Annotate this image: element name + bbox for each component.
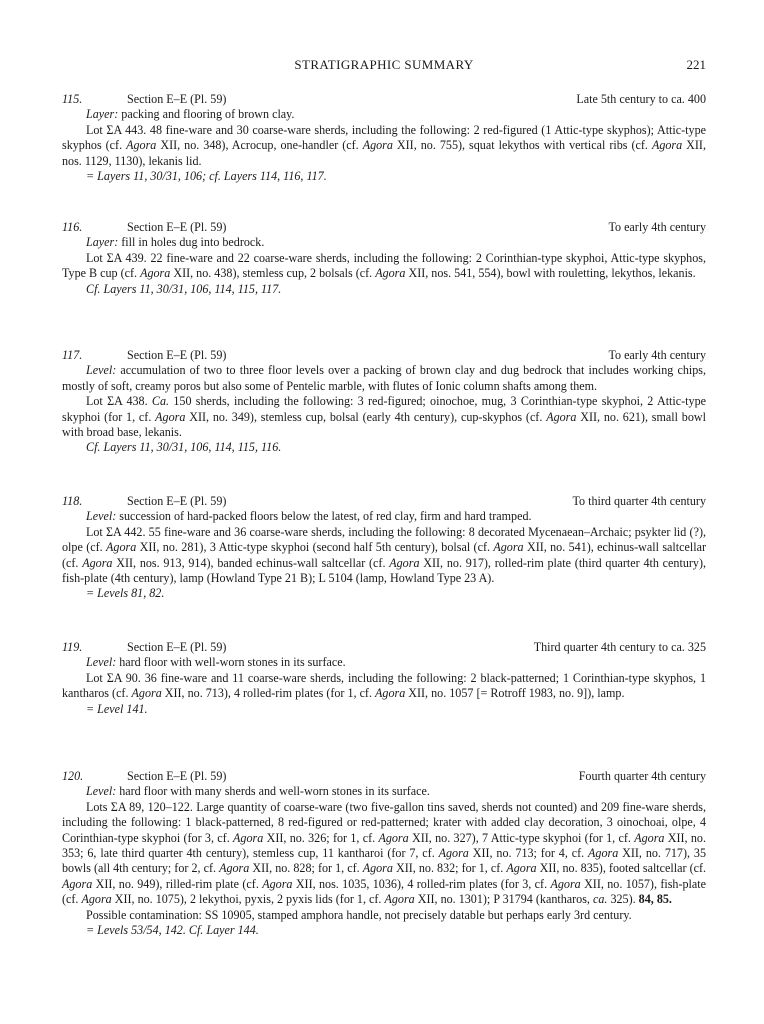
- entry-date: Late 5th century to ca. 400: [576, 92, 706, 106]
- entry-cross-reference: Cf. Layers 11, 30/31, 106, 114, 115, 116.: [86, 440, 282, 455]
- entry-lot: Lot ΣA 443. 48 fine-ware and 30 coarse-ware sherds, including the following: 2 red-figured (1 Attic-type skyphos); Attic-type skyphos (cf. Agora XII, no. 348), Acrocup, one-handler (cf. Agora XII, no. 755), squat lekythos with vertical ribs (cf. Agora XII, nos. 1129, 1130), lekanis lid.: [62, 122, 706, 168]
- entry-section: Section E–E (Pl. 59): [127, 220, 227, 234]
- entry-level-desc: Level: hard floor with well-worn stones in its surface.: [86, 655, 346, 670]
- entry-section: Section E–E (Pl. 59): [127, 640, 227, 654]
- entry-headline: [62, 92, 706, 107]
- entry-date: Fourth quarter 4th century: [578, 769, 706, 783]
- entry-lot: Lot ΣA 442. 55 fine-ware and 36 coarse-ware sherds, including the following: 8 decorated Mycenaean–Archaic; psykter lid (?), olpe (cf. Agora XII, no. 281), 3 Attic-type skyphoi (second half 5th century), bolsal (cf. Agora XII, no. 541), echinus-wall saltcellar (cf. Agora XII, nos. 913, 914), banded echinus-wall saltcellar (cf. Agora XII, no. 917), rolled-rim plate (third quarter 4th century), fish-plate (4th century), lamp (Howland Type 21 B); L 5104 (lamp, Howland Type 23 A).: [62, 524, 706, 586]
- entry-level-desc: Level: succession of hard-packed floors below the latest, of red clay, firm and hard tramped.: [86, 509, 532, 524]
- entry-119: [62, 640, 706, 717]
- entry-number: 115.: [62, 92, 83, 106]
- entry-number: 118.: [62, 494, 83, 508]
- entry-cross-reference: = Levels 81, 82.: [86, 586, 165, 601]
- entry-cross-reference: Cf. Layers 11, 30/31, 106, 114, 115, 117.: [86, 281, 282, 296]
- entry-lot: Lot ΣA 439. 22 fine-ware and 22 coarse-ware sherds, including the following: 2 Corinthian-type skyphoi, Attic-type skyphos, Type B cup (cf. Agora XII, no. 438), stemless cup, 2 bolsals (cf. Agora XII, nos. 541, 554), bowl with rouletting, lekythos, lekanis.: [62, 250, 706, 281]
- entry-headline: [62, 348, 706, 363]
- plate-reference: 84, 85.: [638, 892, 672, 907]
- page-number: 221: [686, 57, 706, 72]
- entry-115: [62, 92, 706, 184]
- entry-lot: Lots ΣA 89, 120–122. Large quantity of coarse-ware (two five-gallon tins saved, sherds not counted) and 209 fine-ware sherds, including the following: 1 black-patterned, 8 red-figured or red-patterned; krater with added clay decoration, 3 oinochoai, olpe, 4 Corinthian-type skyphoi (for 3, cf. Agora XII, no. 326; for 1, cf. Agora XII, no. 327), 7 Attic-type skyphoi (for 1, cf. Agora XII, no. 353; 6, late third quarter 4th century), stemless cup, 11 kantharoi (for 7, cf. Agora XII, no. 713; for 4, cf. Agora XII, no. 717), 35 bowls (all 4th century; for 2, cf. Agora XII, no. 828; for 1, cf. Agora XII, no. 832; for 1, cf. Agora XII, no. 835), footed saltcellar (cf. Agora XII, no. 949), rilled-rim plate (cf. Agora XII, nos. 1035, 1036), 4 rolled-rim plates (for 3, cf. Agora XII, no. 1057), fish-plate (cf. Agora XII, no. 1075), 2 lekythoi, pyxis, 2 pyxis lids (for 1, cf. Agora XII, no. 1301); P 31794 (kantharos, ca. 325). 84, 85.: [62, 799, 707, 907]
- running-header: [62, 57, 706, 77]
- entry-level-desc: Level: accumulation of two to three floor levels over a packing of brown clay and dug bedrock that includes working chips, mostly of soft, creamy poros but also some of Pentelic marble, with flutes of Ionic column shafts among them.: [62, 363, 706, 393]
- entry-headline: [62, 494, 706, 509]
- entry-contamination-note: Possible contamination: SS 10905, stamped amphora handle, not precisely datable but perhaps early 3rd century.: [86, 907, 632, 922]
- entry-date: To early 4th century: [608, 220, 706, 234]
- entry-date: To third quarter 4th century: [572, 494, 706, 508]
- entry-headline: [62, 769, 706, 784]
- entry-number: 116.: [62, 220, 83, 234]
- entry-section: Section E–E (Pl. 59): [127, 769, 227, 783]
- entry-number: 117.: [62, 348, 83, 362]
- entry-section: Section E–E (Pl. 59): [127, 348, 227, 362]
- entry-layer-desc: Layer: fill in holes dug into bedrock.: [86, 235, 265, 250]
- entry-number: 119.: [62, 640, 83, 654]
- entry-headline: [62, 640, 706, 655]
- entry-number: 120.: [62, 769, 84, 783]
- entry-date: Third quarter 4th century to ca. 325: [533, 640, 706, 654]
- entry-section: Section E–E (Pl. 59): [127, 92, 227, 106]
- entry-layer-desc: Layer: packing and flooring of brown clay.: [86, 107, 295, 122]
- entry-lot: Lot ΣA 438. Ca. 150 sherds, including the following: 3 red-figured; oinochoe, mug, 3 Corinthian-type skyphoi, 2 Attic-type skyphoi (for 1, cf. Agora XII, no. 349), stemless cup, bolsal (early 4th century), cup-skyphos (cf. Agora XII, no. 621), small bowl with broad base, lekanis.: [62, 394, 706, 440]
- entry-cross-reference: = Layers 11, 30/31, 106; cf. Layers 114, 116, 117.: [86, 169, 327, 184]
- entry-117: [62, 348, 706, 456]
- entry-118: [62, 494, 706, 602]
- entry-level-desc: Level: hard floor with many sherds and well-worn stones in its surface.: [86, 784, 430, 799]
- entry-section: Section E–E (Pl. 59): [127, 494, 227, 508]
- entry-cross-reference: = Levels 53/54, 142. Cf. Layer 144.: [86, 923, 259, 938]
- entry-headline: [62, 220, 706, 235]
- entry-cross-reference: = Level 141.: [86, 701, 148, 716]
- entry-120: [62, 769, 706, 938]
- entry-date: To early 4th century: [608, 348, 706, 362]
- entry-lot: Lot ΣA 90. 36 fine-ware and 11 coarse-ware sherds, including the following: 2 black-patterned; 1 Corinthian-type skyphos, 1 kantharos (cf. Agora XII, no. 713), 4 rolled-rim plates (for 1, cf. Agora XII, no. 1057 [= Rotroff 1983, no. 9]), lamp.: [62, 670, 706, 701]
- page-title: STRATIGRAPHIC SUMMARY: [294, 57, 474, 72]
- entry-116: [62, 220, 706, 297]
